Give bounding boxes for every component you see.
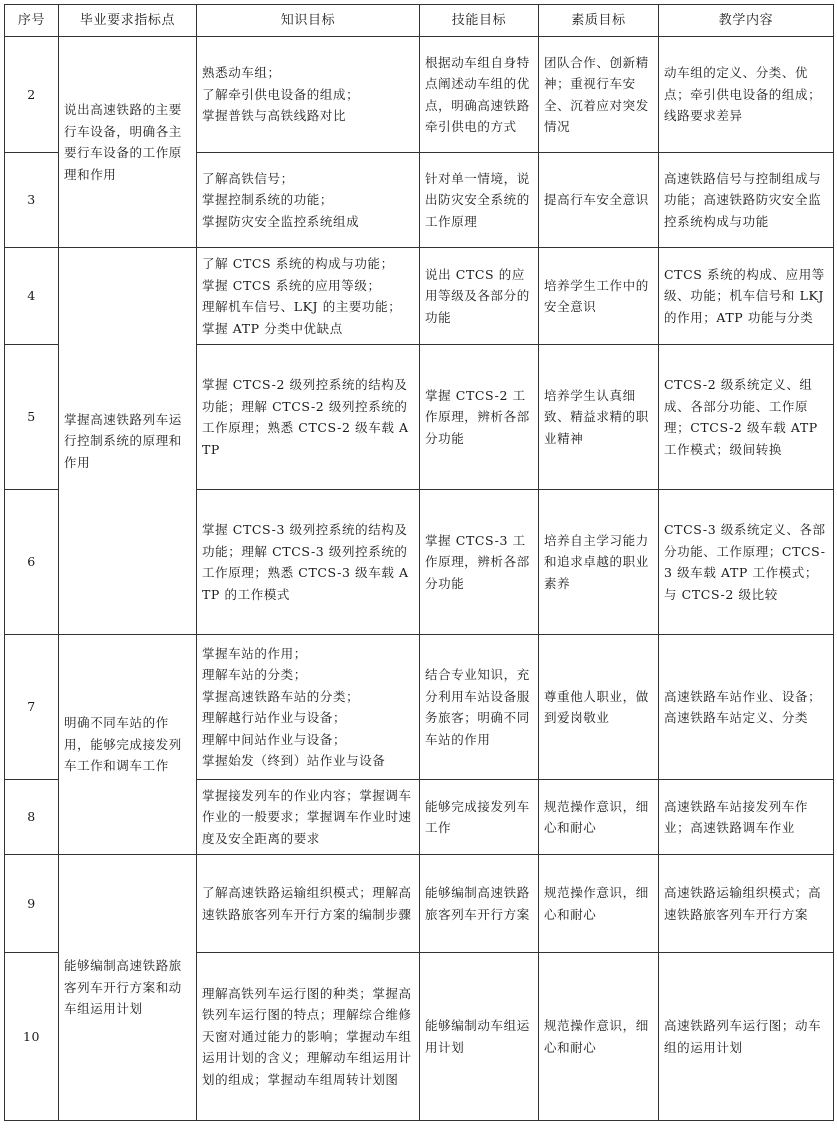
header-quality: 素质目标 bbox=[539, 5, 659, 37]
content-line: 高速铁路运输组织模式； bbox=[664, 885, 809, 900]
requirement-cell: 能够编制高速铁路旅客列车开行方案和动车组运用计划 bbox=[59, 855, 197, 1121]
content-cell bbox=[659, 635, 834, 780]
content-cell bbox=[659, 953, 834, 1121]
header-row bbox=[5, 5, 834, 37]
knowledge-line: 理解中间站作业与设备； bbox=[202, 731, 347, 747]
knowledge-line: 掌握车站的作用； bbox=[202, 645, 307, 661]
row-number: 10 bbox=[5, 953, 59, 1121]
skill-cell: 根据动车组自身特点阐述动车组的优点，明确高速铁路牵引供电的方式 bbox=[420, 37, 539, 153]
content-line: CTCS 系统的构成、应用等级、功能； bbox=[664, 266, 825, 304]
content-cell bbox=[659, 248, 834, 345]
table-row bbox=[5, 855, 834, 953]
knowledge-line: 理解高铁列车运行图的种类； bbox=[202, 985, 373, 1001]
knowledge-line: 掌握 CTCS 系统的应用等级； bbox=[202, 277, 381, 293]
content-line: CTCS-2 级系统定义、组成、各部分功能、工作原理； bbox=[664, 377, 813, 435]
row-number: 7 bbox=[5, 635, 59, 780]
row-number: 2 bbox=[5, 37, 59, 153]
content-cell bbox=[659, 153, 834, 248]
knowledge-cell bbox=[197, 153, 420, 248]
row-number: 8 bbox=[5, 780, 59, 855]
content-cell bbox=[659, 490, 834, 635]
content-line: 牵引供电设备的组成； bbox=[690, 86, 822, 102]
knowledge-line: 掌握动车组周转计划图 bbox=[267, 1071, 399, 1087]
knowledge-line: 掌握动车组运用计划的含义； bbox=[202, 1028, 412, 1066]
quality-cell: 培养自主学习能力和追求卓越的职业素养 bbox=[539, 490, 659, 635]
knowledge-line: 掌握控制系统的功能； bbox=[202, 192, 334, 208]
quality-cell: 团队合作、创新精神；重视行车安全、沉着应对突发情况 bbox=[539, 37, 659, 153]
content-line: 动车组的运用计划 bbox=[664, 1018, 822, 1055]
knowledge-cell bbox=[197, 345, 420, 490]
content-cell bbox=[659, 780, 834, 855]
content-line: 级间转换 bbox=[729, 441, 782, 457]
quality-cell: 规范操作意识，细心和耐心 bbox=[539, 855, 659, 953]
header-skill: 技能目标 bbox=[420, 5, 539, 37]
knowledge-line: 理解越行站作业与设备； bbox=[202, 710, 347, 725]
knowledge-line: 掌握高速铁路车站的分类； bbox=[202, 688, 360, 704]
knowledge-line: 掌握普铁与高铁线路对比 bbox=[202, 108, 347, 124]
knowledge-cell bbox=[197, 37, 420, 153]
content-line: CTCS-3 级系统定义、各部分功能、工作原理； bbox=[664, 522, 826, 559]
requirement-cell: 说出高速铁路的主要行车设备，明确各主要行车设备的工作原理和作用 bbox=[59, 37, 197, 248]
table-row bbox=[5, 37, 834, 153]
knowledge-cell: 了解高速铁路运输组织模式；理解高速铁路旅客列车开行方案的编制步骤 bbox=[197, 855, 420, 953]
row-number: 5 bbox=[5, 345, 59, 490]
knowledge-line: 了解 CTCS 系统的构成与功能； bbox=[202, 256, 394, 271]
content-line: 高速铁路防灾安全监控系统构成与功能 bbox=[664, 192, 822, 229]
curriculum-table bbox=[4, 4, 834, 1121]
content-line: 线路要求差异 bbox=[664, 108, 743, 124]
quality-cell: 培养学生工作中的安全意识 bbox=[539, 248, 659, 345]
row-number: 4 bbox=[5, 248, 59, 345]
skill-cell: 能够完成接发列车工作 bbox=[420, 780, 539, 855]
content-line: 高速铁路信号与控制组成与功能； bbox=[664, 170, 822, 208]
content-line: 动车组的定义、分类、优点； bbox=[664, 65, 809, 102]
knowledge-cell: 掌握接发列车的作业内容；掌握调车作业的一般要求；掌握调车作业时速度及安全距离的要求 bbox=[197, 780, 420, 855]
knowledge-line: 掌握高铁列车运行图的特点； bbox=[202, 985, 412, 1023]
table-row bbox=[5, 635, 834, 780]
header-knowledge: 知识目标 bbox=[197, 5, 420, 37]
knowledge-line: 掌握始发（终到）站作业与设备 bbox=[202, 753, 386, 768]
skill-cell: 掌握 CTCS-2 工作原理，辨析各部分功能 bbox=[420, 345, 539, 490]
knowledge-line: 掌握 CTCS-3 级列控系统的结构及功能； bbox=[202, 522, 408, 559]
content-line: 高速铁路列车运行图； bbox=[664, 1018, 796, 1033]
knowledge-line: 掌握防灾安全监控系统组成 bbox=[202, 213, 360, 229]
knowledge-line: 掌握 ATP 分类中优缺点 bbox=[202, 320, 343, 336]
content-line: 高速铁路调车作业 bbox=[690, 820, 796, 835]
content-line: CTCS-3 级车载 ATP 工作模式； bbox=[664, 543, 826, 580]
quality-cell: 培养学生认真细致、精益求精的职业精神 bbox=[539, 345, 659, 490]
knowledge-line: 理解 CTCS-3 级列控系统的工作原理； bbox=[202, 543, 408, 580]
knowledge-line: 理解机车信号、LKJ 的主要功能； bbox=[202, 299, 402, 314]
table-row bbox=[5, 248, 834, 345]
knowledge-line: 熟悉 CTCS-2 级车载 ATP bbox=[202, 420, 409, 457]
skill-cell: 能够编制动车组运用计划 bbox=[420, 953, 539, 1121]
content-line: 高速铁路车站作业、设备； bbox=[664, 688, 822, 704]
content-cell bbox=[659, 345, 834, 490]
quality-cell: 规范操作意识，细心和耐心 bbox=[539, 953, 659, 1121]
knowledge-line: 理解车站的分类； bbox=[202, 667, 307, 682]
knowledge-line: 熟悉 CTCS-3 级车载 ATP 的工作模式 bbox=[202, 565, 409, 602]
knowledge-line: 理解综合维修天窗对通过能力的影响； bbox=[202, 1007, 412, 1044]
skill-cell: 掌握 CTCS-3 工作原理，辨析各部分功能 bbox=[420, 490, 539, 635]
requirement-cell: 掌握高速铁路列车运行控制系统的原理和作用 bbox=[59, 248, 197, 635]
skill-cell: 结合专业知识，充分利用车站设备服务旅客；明确不同车站的作用 bbox=[420, 635, 539, 780]
knowledge-cell bbox=[197, 490, 420, 635]
header-content: 教学内容 bbox=[659, 5, 834, 37]
knowledge-line: 了解牵引供电设备的组成； bbox=[202, 86, 360, 102]
knowledge-line: 理解动车组运用计划的组成； bbox=[202, 1050, 412, 1087]
content-line: ATP 功能与分类 bbox=[716, 309, 814, 325]
content-cell bbox=[659, 37, 834, 153]
skill-cell: 说出 CTCS 的应用等级及各部分的功能 bbox=[420, 248, 539, 345]
row-number: 3 bbox=[5, 153, 59, 248]
content-line: 高速铁路旅客列车开行方案 bbox=[664, 885, 822, 922]
content-line: CTCS-2 级车载 ATP 工作模式； bbox=[664, 420, 818, 457]
quality-cell: 提高行车安全意识 bbox=[539, 153, 659, 248]
content-line: 机车信号和 LKJ 的作用； bbox=[664, 288, 825, 325]
skill-cell: 针对单一情境，说出防灾安全系统的工作原理 bbox=[420, 153, 539, 248]
header-num: 序号 bbox=[5, 5, 59, 37]
knowledge-line: 理解 CTCS-2 级列控系统的工作原理； bbox=[202, 398, 408, 435]
quality-cell: 规范操作意识，细心和耐心 bbox=[539, 780, 659, 855]
row-number: 6 bbox=[5, 490, 59, 635]
row-number: 9 bbox=[5, 855, 59, 953]
content-line: 与 CTCS-2 级比较 bbox=[664, 586, 778, 602]
requirement-cell: 明确不同车站的作用，能够完成接发列车工作和调车工作 bbox=[59, 635, 197, 855]
knowledge-cell bbox=[197, 635, 420, 780]
content-cell bbox=[659, 855, 834, 953]
header-requirement: 毕业要求指标点 bbox=[59, 5, 197, 37]
knowledge-line: 熟悉动车组； bbox=[202, 65, 281, 81]
skill-cell: 能够编制高速铁路旅客列车开行方案 bbox=[420, 855, 539, 953]
knowledge-cell bbox=[197, 248, 420, 345]
knowledge-line: 掌握 CTCS-2 级列控系统的结构及功能； bbox=[202, 377, 408, 414]
knowledge-cell bbox=[197, 953, 420, 1121]
content-line: 高速铁路车站接发列车作业； bbox=[664, 798, 809, 835]
quality-cell: 尊重他人职业，做到爱岗敬业 bbox=[539, 635, 659, 780]
content-line: 高速铁路车站定义、分类 bbox=[664, 710, 809, 725]
knowledge-line: 了解高铁信号； bbox=[202, 170, 294, 186]
